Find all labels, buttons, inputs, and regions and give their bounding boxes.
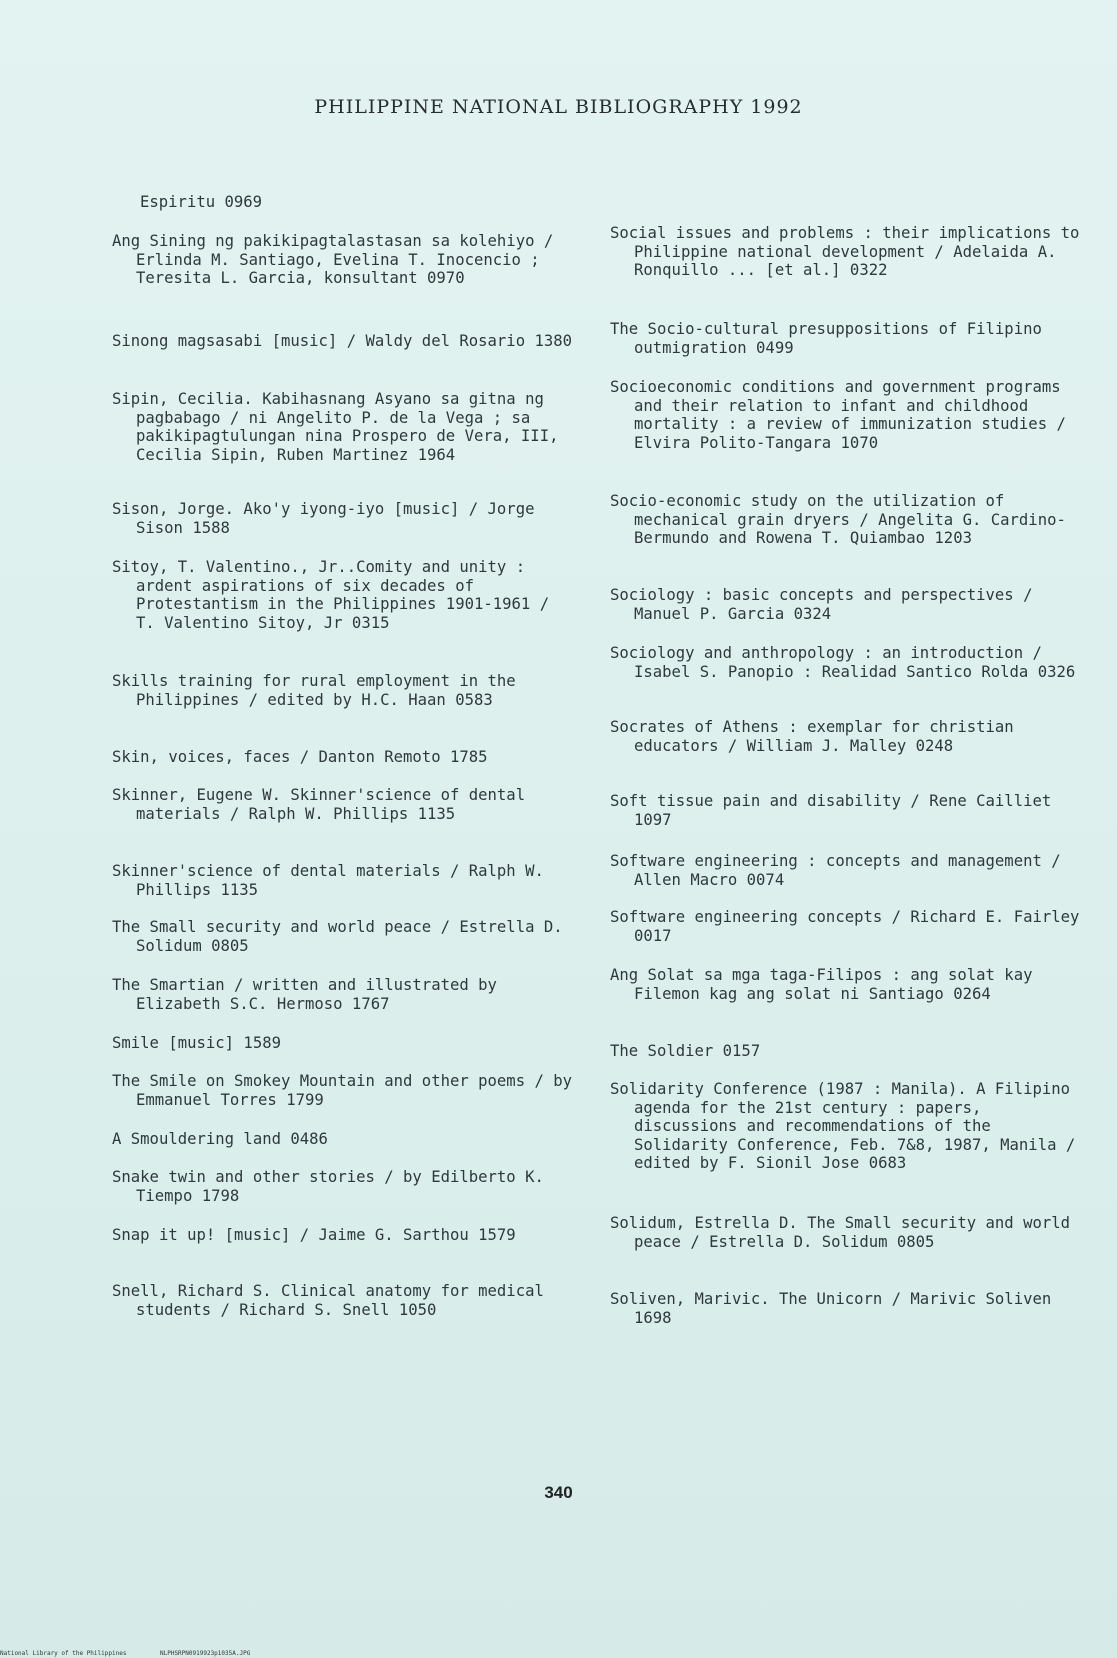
list-item: Solidum, Estrella D. The Small security and world peace / Estrella D. Solidum 0805 xyxy=(610,1214,1071,1251)
list-item: The Smile on Smokey Mountain and other poems / by Emmanuel Torres 1799 xyxy=(112,1072,573,1109)
list-item: Snell, Richard S. Clinical anatomy for medical students / Richard S. Snell 1050 xyxy=(112,1282,544,1319)
list-item: Sison, Jorge. Ako'y iyong-iyo [music] / Jorge Sison 1588 xyxy=(112,500,535,537)
list-item: Sociology and anthropology : an introduction / Isabel S. Panopio : Realidad Santico Rolda 0326 xyxy=(610,644,1076,681)
list-item: A Smouldering land 0486 xyxy=(112,1130,328,1148)
list-item: Skin, voices, faces / Danton Remoto 1785 xyxy=(112,748,488,766)
list-item: Soliven, Marivic. The Unicorn / Marivic Soliven 1698 xyxy=(610,1290,1052,1327)
list-item: Smile [music] 1589 xyxy=(112,1034,281,1052)
list-item: Snake twin and other stories / by Edilberto K. Tiempo 1798 xyxy=(112,1168,544,1205)
list-item: Skinner, Eugene W. Skinner'science of dental materials / Ralph W. Phillips 1135 xyxy=(112,786,526,823)
list-item: Sitoy, T. Valentino., Jr..Comity and unity : ardent aspirations of six decades of Protestantism in the Philippines 1901-1961 / T. Valentino Sitoy, Jr 0315 xyxy=(112,558,550,632)
list-item: Snap it up! [music] / Jaime G. Sarthou 1579 xyxy=(112,1226,516,1244)
page-number: 340 xyxy=(544,1483,573,1502)
list-item: Socioeconomic conditions and government programs and their relation to infant and childhood mortality : a review of immunization studies / Elvira Polito-Tangara 1070 xyxy=(610,378,1066,452)
list-item: Solidarity Conference (1987 : Manila). A Filipino agenda for the 21st century : papers, discussions and recommendations of the Solidarity Conference, Feb. 7&8, 1987, Manila / edited by F. Sionil Jose 0683 xyxy=(610,1080,1076,1173)
footer-file-name: NLPHSRPN0919923p1035A.JPG xyxy=(160,1650,251,1657)
list-item: Soft tissue pain and disability / Rene Cailliet 1097 xyxy=(610,792,1052,829)
list-item: Skills training for rural employment in the Philippines / edited by H.C. Haan 0583 xyxy=(112,672,516,709)
list-item: Software engineering concepts / Richard E. Fairley 0017 xyxy=(610,908,1080,945)
list-item: Sipin, Cecilia. Kabihasnang Asyano sa gitna ng pagbabago / ni Angelito P. de la Vega ; sa pakikipagtulungan nina Prospero de Vera, III, Cecilia Sipin, Ruben Martinez 1964 xyxy=(112,390,559,464)
list-item: Social issues and problems : their implications to Philippine national development / Adelaida A. Ronquillo ... [et al.] 0322 xyxy=(610,224,1080,280)
list-item: Ang Sining ng pakikipagtalastasan sa kolehiyo / Erlinda M. Santiago, Evelina T. Inocencio ; Teresita L. Garcia, konsultant 0970 xyxy=(112,232,554,288)
list-item: The Socio-cultural presuppositions of Filipino outmigration 0499 xyxy=(610,320,1042,357)
list-item: Sociology : basic concepts and perspectives / Manuel P. Garcia 0324 xyxy=(610,586,1033,623)
list-item: Ang Solat sa mga taga-Filipos : ang solat kay Filemon kag ang solat ni Santiago 0264 xyxy=(610,966,1033,1003)
list-item: The Smartian / written and illustrated by Elizabeth S.C. Hermoso 1767 xyxy=(112,976,497,1013)
list-item: Sinong magsasabi [music] / Waldy del Rosario 1380 xyxy=(112,332,573,350)
list-item: Socio-economic study on the utilization of mechanical grain dryers / Angelita G. Cardino-Bermundo and Rowena T. Quiambao 1203 xyxy=(610,492,1066,548)
list-item: Software engineering : concepts and management / Allen Macro 0074 xyxy=(610,852,1061,889)
list-item: The Soldier 0157 xyxy=(610,1042,761,1060)
list-item: Skinner'science of dental materials / Ralph W. Phillips 1135 xyxy=(112,862,544,899)
page-title: PHILIPPINE NATIONAL BIBLIOGRAPHY 1992 xyxy=(314,96,803,118)
list-item: The Small security and world peace / Estrella D. Solidum 0805 xyxy=(112,918,563,955)
list-item: Espiritu 0969 xyxy=(140,193,263,211)
footer-credit: National Library of the Philippines xyxy=(0,1650,127,1657)
list-item: Socrates of Athens : exemplar for christian educators / William J. Malley 0248 xyxy=(610,718,1014,755)
